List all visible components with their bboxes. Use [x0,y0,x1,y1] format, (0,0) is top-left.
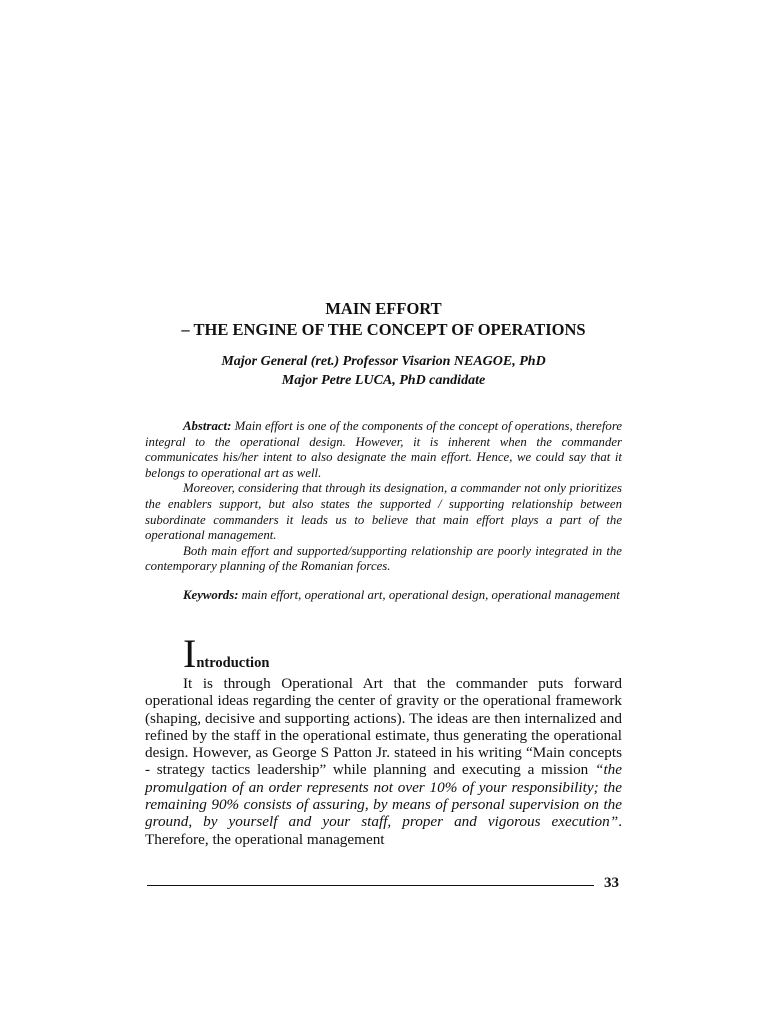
patton-quote: “the promulgation of an order represents not over 10% of your responsibility; the remaining 90% consists of assuring, by means of personal supervision on the ground, by yourself and your staff, proper and vigorous execution” [145,761,623,831]
abstract-label: Abstract: [183,419,232,433]
page-number: 33 [604,875,619,891]
intro-text-part-2: . Therefore, the operational management [145,813,622,848]
footer-rule [147,885,594,886]
abstract-text-1: Main effort is one of the components of the concept of operations, therefore integral to the operational design. However, it is inherent when the commander communicates his/her intent to also designate the main effort. Hence, we could say that it belongs to operational art as well. [145,419,622,480]
dropcap-letter: I [183,631,197,676]
title-line-1: MAIN EFFORT [325,299,442,318]
abstract-section [145,419,622,575]
section-heading-introduction [183,631,270,676]
introduction-paragraph [145,675,622,848]
intro-text-part-1: It is through Operational Art that the commander puts forward operational ideas regarding the center of gravity or the operational framework (shaping, decisive and supporting actions). The ideas are then internalized and refined by the staff in the operational estimate, thus generating the operational design. However, as George S Patton Jr. stateed in his writing “Main concepts - strategy tactics leadership” while planning and executing a mission [145,675,622,779]
paper-title [145,298,622,340]
keywords-text: main effort, operational art, operational design, operational management [241,588,620,602]
title-line-2: – THE ENGINE OF THE CONCEPT OF OPERATIONS [181,320,586,339]
abstract-paragraph-2: Moreover, considering that through its designation, a commander not only prioritizes the enablers support, but also states the supported / supporting relationship between subordinate commanders it leads us to believe that main effort plays a part of the operational management. [145,481,622,543]
heading-rest: ntroduction [196,655,270,671]
author-list [145,352,622,390]
abstract-paragraph-3: Both main effort and supported/supporting relationship are poorly integrated in the contemporary planning of the Romanian forces. [145,543,622,574]
keywords-section [145,588,622,604]
keywords-label: Keywords: [183,588,239,602]
abstract-paragraph-1 [145,419,622,481]
author-2: Major Petre LUCA, PhD candidate [281,373,486,388]
author-1: Major General (ret.) Professor Visarion NEAGOE, PhD [221,354,546,369]
